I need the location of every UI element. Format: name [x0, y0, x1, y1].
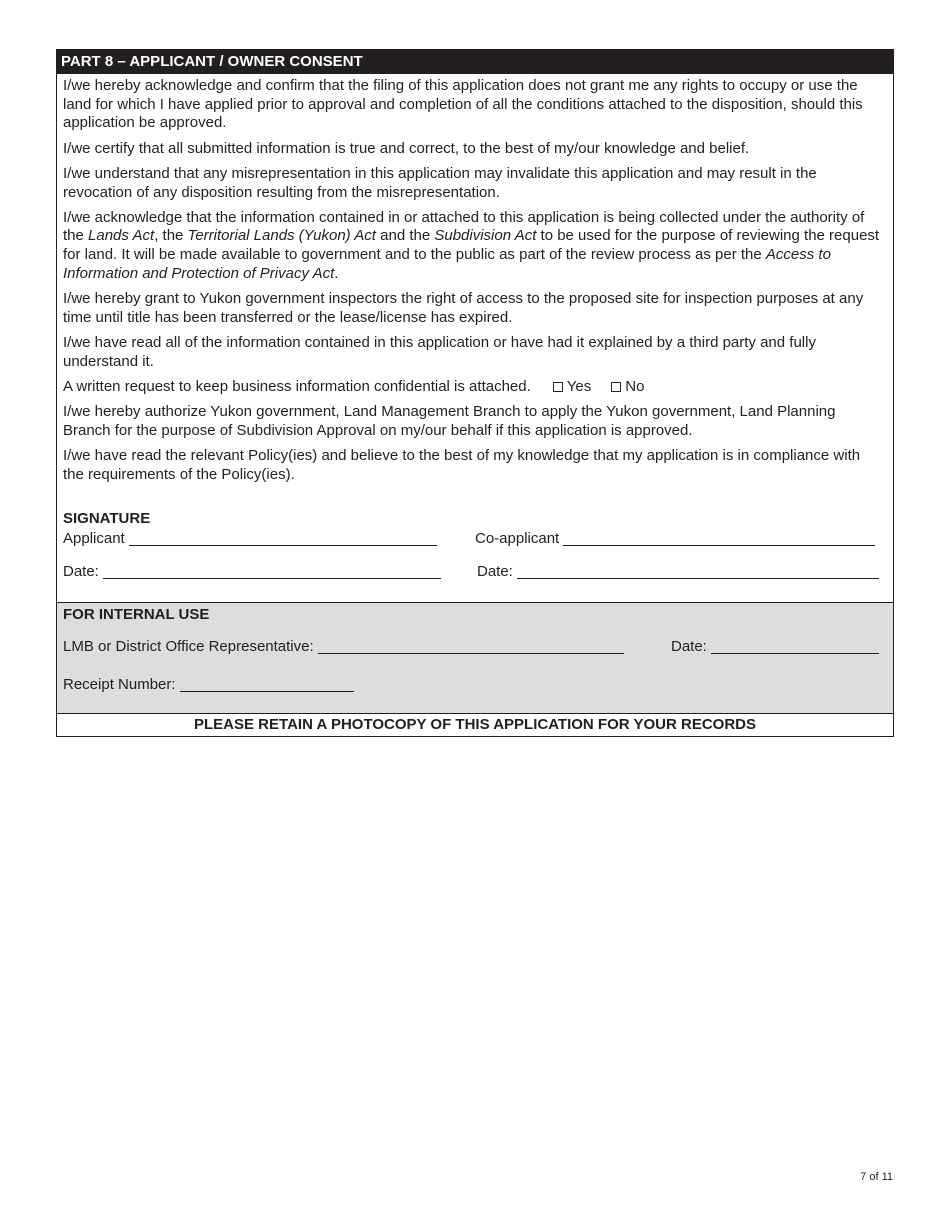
applicant-field	[63, 530, 437, 547]
retain-copy-notice: PLEASE RETAIN A PHOTOCOPY OF THIS APPLICATION FOR YOUR RECORDS	[57, 713, 893, 736]
subdivision-act: Subdivision Act	[434, 227, 537, 245]
consent-paragraph-1: I/we hereby acknowledge and confirm that the filing of this application does not grant me any rights to occupy or use the land for which I have applied prior to approval and completion of all the conditions attached to the disposition, should this application be approved.	[63, 77, 863, 132]
consent-section	[57, 74, 893, 602]
page-number: 7 of 11	[860, 1171, 893, 1183]
lands-act: Lands Act	[88, 227, 155, 245]
representative-field	[63, 638, 624, 655]
confidential-question	[63, 378, 883, 397]
internal-use-title: FOR INTERNAL USE	[63, 606, 210, 624]
internal-use-section	[57, 602, 893, 713]
consent-paragraph-9: I/we have read the relevant Policy(ies) and believe to the best of my knowledge that my application is in compliance with the requirements of the Policy(ies).	[63, 446, 861, 483]
applicant-signature-line[interactable]	[129, 530, 437, 546]
coapplicant-date-field	[477, 563, 879, 580]
territorial-lands-act: Territorial Lands (Yukon) Act	[187, 227, 376, 245]
p4-text-a: I/we acknowledge that the information contained in or attached to this application is being collected under the authority of the	[63, 208, 865, 245]
applicant-date-line[interactable]	[103, 563, 441, 579]
receipt-line[interactable]	[180, 676, 354, 692]
signature-title: SIGNATURE	[63, 510, 151, 528]
no-checkbox[interactable]	[611, 382, 621, 392]
representative-line[interactable]	[318, 638, 624, 654]
consent-paragraph-4	[63, 209, 883, 284]
confidential-question-text: A written request to keep business information confidential is attached.	[63, 377, 531, 395]
applicant-date-field	[63, 563, 441, 580]
internal-date-label: Date:	[671, 638, 707, 656]
p4-text-e: .	[334, 264, 339, 282]
p4-text-d: to be used for the purpose of reviewing the request for land. It will be made available to government and to the public as part of the review process as per the	[63, 227, 880, 264]
internal-date-field	[671, 638, 879, 655]
atipp-act: Access to Information and Protection of Privacy Act	[63, 246, 831, 282]
applicant-label: Applicant	[63, 530, 125, 548]
applicant-date-label: Date:	[63, 563, 99, 581]
consent-paragraph-2: I/we certify that all submitted information is true and correct, to the best of my/our knowledge and belief.	[63, 139, 750, 157]
p4-text-b: , the	[154, 227, 188, 245]
internal-date-line[interactable]	[711, 638, 879, 654]
part-8-header: PART 8 – APPLICANT / OWNER CONSENT	[57, 50, 893, 74]
coapplicant-label: Co-applicant	[475, 530, 560, 548]
coapplicant-date-label: Date:	[477, 563, 513, 581]
date-row	[63, 563, 893, 596]
consent-paragraph-3: I/we understand that any misrepresentation in this application may invalidate this application and may result in the revocation of any disposition resulting from the misrepresentation.	[63, 164, 817, 201]
yes-label: Yes	[566, 377, 592, 395]
signature-row	[63, 530, 893, 563]
coapplicant-date-line[interactable]	[517, 563, 879, 579]
consent-paragraph-6: I/we have read all of the information contained in this application or have had it explained by a third party and fully understand it.	[63, 333, 816, 370]
coapplicant-signature-line[interactable]	[563, 530, 875, 546]
no-label: No	[625, 377, 645, 395]
p4-text-c: and the	[375, 227, 435, 245]
application-form	[56, 49, 894, 737]
receipt-label: Receipt Number:	[63, 676, 176, 694]
consent-paragraph-8: I/we hereby authorize Yukon government, Land Management Branch to apply the Yukon government, Land Planning Branch for the purpose of Subdivision Approval on my/our behalf if this application is approved.	[63, 403, 836, 439]
coapplicant-field	[475, 530, 875, 547]
receipt-field	[63, 676, 354, 693]
yes-checkbox[interactable]	[553, 382, 563, 392]
representative-label: LMB or District Office Representative:	[63, 638, 314, 656]
consent-paragraph-5: I/we hereby grant to Yukon government inspectors the right of access to the proposed site for inspection purposes at any time until title has been transferred or the lease/license has expired.	[63, 290, 864, 326]
